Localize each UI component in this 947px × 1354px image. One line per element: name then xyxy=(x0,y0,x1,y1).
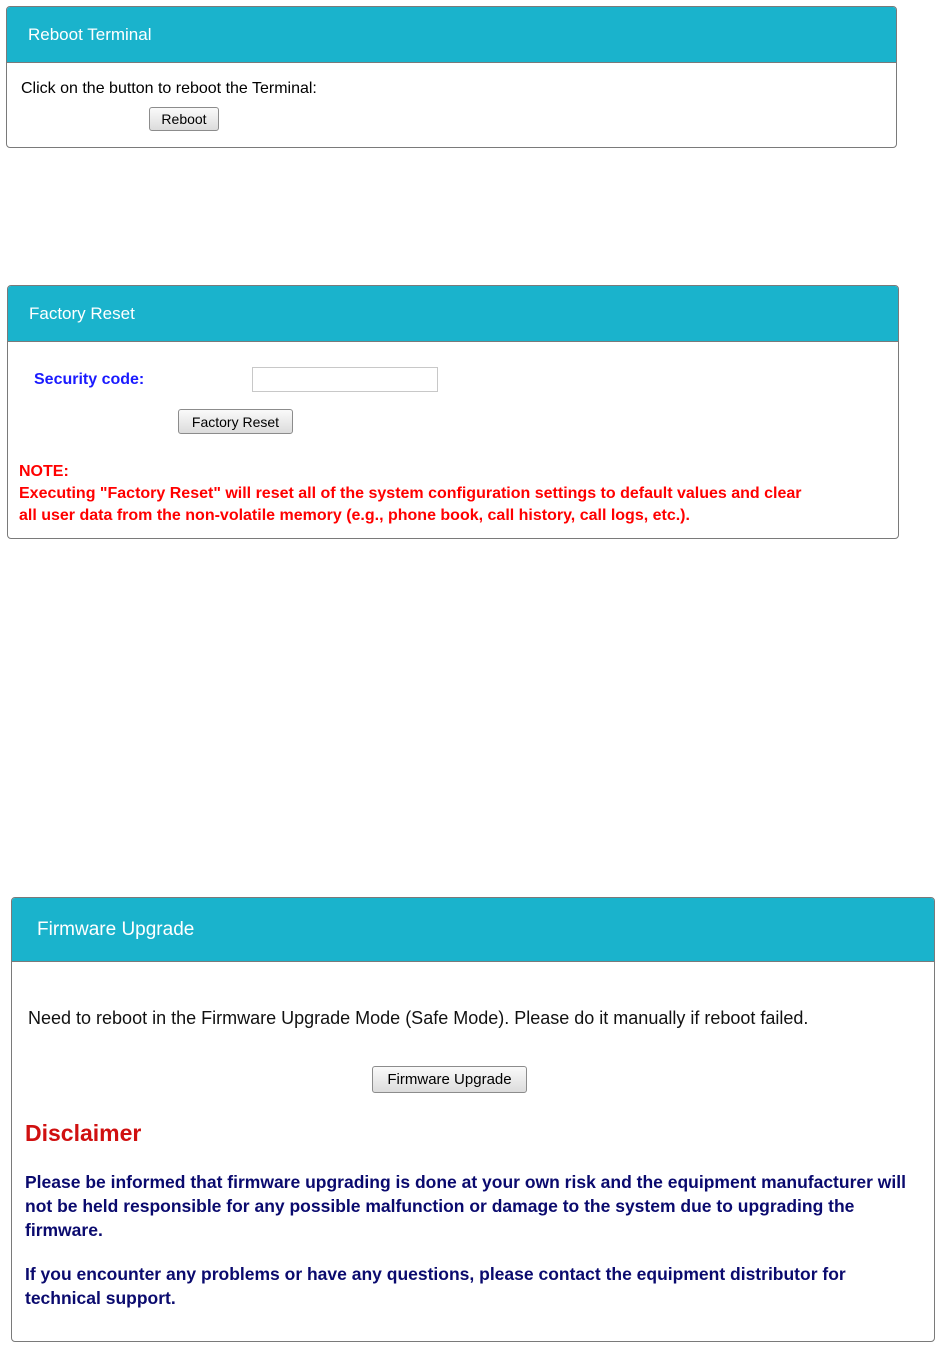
security-code-label: Security code: xyxy=(34,371,145,388)
security-code-input[interactable] xyxy=(252,367,438,392)
factory-reset-button[interactable]: Factory Reset xyxy=(178,409,293,434)
note-line-2: all user data from the non-volatile memory (e.g., phone book, call history, call logs, etc.). xyxy=(19,507,690,524)
factory-panel-title: Factory Reset xyxy=(29,303,135,323)
reboot-button[interactable]: Reboot xyxy=(149,107,219,131)
firmware-panel-header xyxy=(12,898,934,962)
disclaimer-paragraph-1: Please be informed that firmware upgrading is done at your own risk and the equipment manufacturer will not be held responsible for any possible malfunction or damage to the system due to upgrading the firmware. xyxy=(25,1172,906,1240)
reboot-terminal-panel xyxy=(6,6,897,148)
firmware-instruction: Need to reboot in the Firmware Upgrade Mode (Safe Mode). Please do it manually if reboot failed. xyxy=(28,1008,809,1028)
reboot-instruction: Click on the button to reboot the Terminal: xyxy=(21,80,317,97)
reboot-panel-title: Reboot Terminal xyxy=(28,24,152,44)
note-line-1: Executing "Factory Reset" will reset all of the system configuration settings to default values and clear xyxy=(19,485,802,502)
factory-panel-header xyxy=(8,286,898,342)
disclaimer-paragraph-2: If you encounter any problems or have any questions, please contact the equipment distributor for technical support. xyxy=(25,1264,846,1308)
disclaimer-title: Disclaimer xyxy=(25,1120,142,1146)
firmware-panel-title: Firmware Upgrade xyxy=(37,918,195,940)
firmware-upgrade-button[interactable]: Firmware Upgrade xyxy=(372,1066,527,1093)
reboot-panel-header xyxy=(7,7,896,63)
factory-reset-panel xyxy=(7,285,899,539)
note-title: NOTE: xyxy=(19,463,69,480)
firmware-upgrade-panel xyxy=(11,897,935,1342)
